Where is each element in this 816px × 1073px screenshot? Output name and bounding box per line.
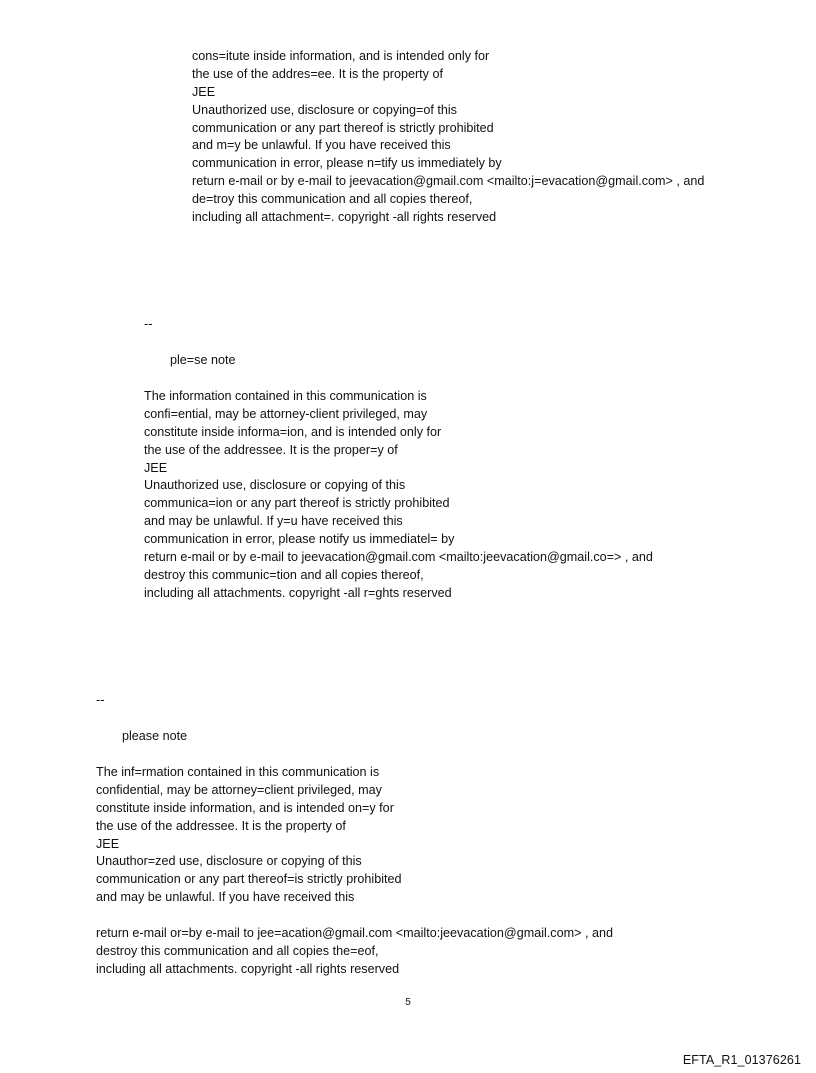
disclaimer-line: Unauthorized use, disclosure or copying=of this (192, 102, 457, 117)
disclaimer-line: and may be unlawful. If you have received this (96, 890, 355, 905)
disclaimer-line: return e-mail or=by e-mail to jee=acation@gmail.com <mailto:jeevacation@gmail.com> , and (96, 926, 613, 941)
disclaimer-line: Unauthor=zed use, disclosure or copying of this (96, 854, 362, 869)
document-id: EFTA_R1_01376261 (682, 1053, 801, 1067)
disclaimer-line: confidential, may be attorney=client privileged, may (96, 782, 382, 797)
disclaimer-line: including all attachments. copyright -all r=ghts reserved (144, 585, 452, 600)
disclaimer-line: communication in error, please n=tify us immediately by (192, 156, 502, 171)
quoted-disclaimer-level-1 (96, 764, 613, 979)
disclaimer-line: return e-mail or by e-mail to jeevacation@gmail.com <mailto:jeevacation@gmail.co=> , and (144, 550, 653, 565)
disclaimer-line: constitute inside informa=ion, and is intended only for (144, 424, 442, 439)
disclaimer-line: the use of the addressee. It is the proper=y of (144, 442, 398, 457)
disclaimer-line: including all attachment=. copyright -all rights reserved (192, 210, 497, 225)
disclaimer-line: including all attachments. copyright -all rights reserved (96, 961, 400, 976)
disclaimer-line: destroy this communication and all copies the=eof, (96, 943, 379, 958)
disclaimer-line: The inf=rmation contained in this communication is (96, 765, 380, 779)
disclaimer-line: constitute inside information, and is intended on=y for (96, 800, 394, 815)
disclaimer-line: communication or any part thereof is strictly prohibited (192, 120, 494, 135)
quoted-disclaimer-level-3 (192, 48, 704, 227)
disclaimer-line: destroy this communic=tion and all copies thereof, (144, 567, 424, 582)
signature-separator: -- (96, 693, 105, 707)
quoted-disclaimer-level-2 (144, 388, 653, 603)
disclaimer-line: de=troy this communication and all copies thereof, (192, 192, 473, 207)
disclaimer-line: communication in error, please notify us immediatel= by (144, 532, 455, 547)
disclaimer-line: JEE (144, 460, 168, 475)
disclaimer-line: the use of the addressee. It is the property of (96, 818, 346, 833)
please-note-heading: please note (122, 729, 188, 743)
disclaimer-line: communication or any part thereof=is strictly prohibited (96, 872, 402, 887)
please-note-heading: ple=se note (170, 353, 236, 367)
disclaimer-line: cons=itute inside information, and is intended only for (192, 49, 490, 63)
disclaimer-line: and may be unlawful. If y=u have received this (144, 514, 403, 529)
disclaimer-line: the use of the addres=ee. It is the property of (192, 66, 443, 81)
line-gap (96, 907, 613, 925)
signature-separator: -- (144, 317, 153, 331)
disclaimer-line: return e-mail or by e-mail to jeevacation@gmail.com <mailto:j=evacation@gmail.com> , and (192, 174, 705, 189)
disclaimer-line: confi=ential, may be attorney-client privileged, may (144, 406, 428, 421)
disclaimer-line: The information contained in this communication is (144, 389, 427, 403)
disclaimer-line: Unauthorized use, disclosure or copying of this (144, 478, 406, 493)
disclaimer-line: communica=ion or any part thereof is strictly prohibited (144, 496, 450, 511)
disclaimer-line: and m=y be unlawful. If you have received this (192, 138, 451, 153)
disclaimer-line: JEE (192, 84, 216, 99)
disclaimer-line: JEE (96, 836, 120, 851)
page-number: 5 (405, 997, 411, 1008)
